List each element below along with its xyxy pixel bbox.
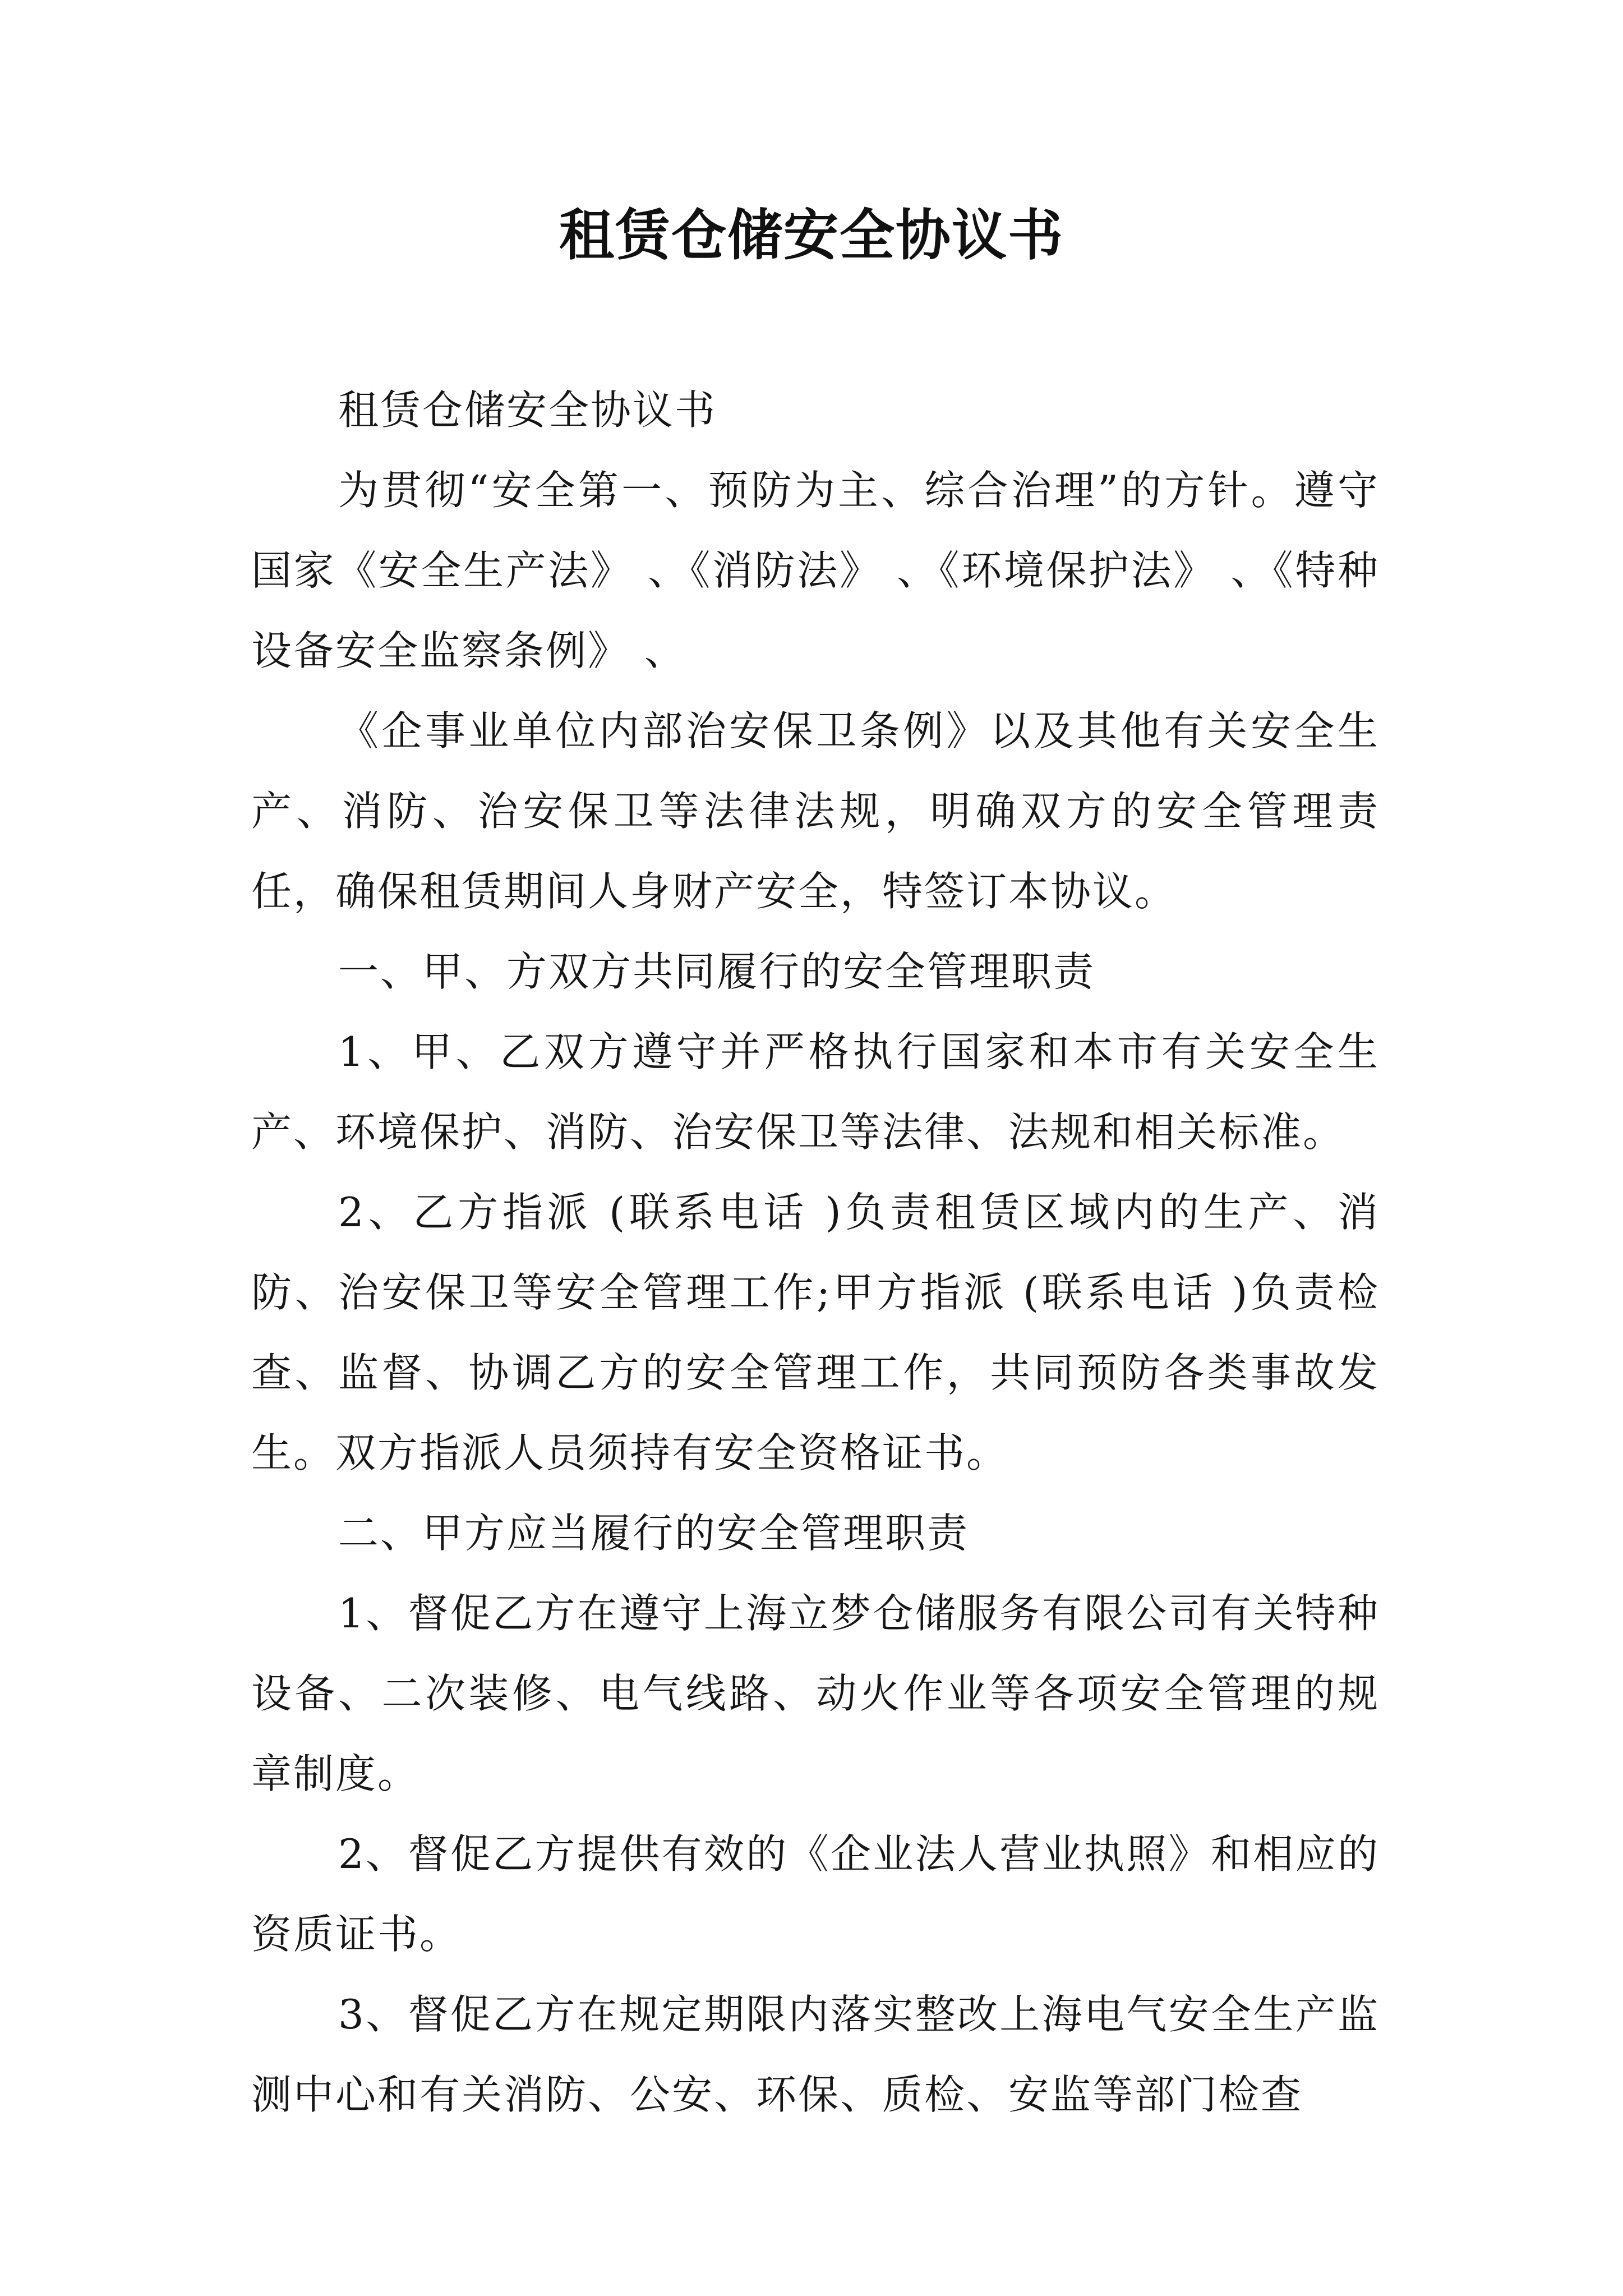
- paragraph-purpose: 为贯彻“安全第一、预防为主、综合治理”的方针。遵守国家《安全生产法》 、《消防法》 、《环境保护法》 、《特种设备安全监察条例》 、: [251, 467, 1380, 674]
- paragraph-laws: 《企事业单位内部治安保卫条例》以及其他有关安全生产、消防、治安保卫等法律法规，明确双方的安全管理责任，确保租赁期间人身财产安全，特签订本协议。: [251, 707, 1380, 915]
- document-body: [251, 370, 1380, 2135]
- clause-1-2: 2、乙方指派 (联系电话 )负责租赁区域内的生产、消防、治安保卫等安全管理工作;甲方指派 (联系电话 )负责检查、监督、协调乙方的安全管理工作，共同预防各类事故发生。双方指派人员须持有安全资格证书。: [251, 1189, 1380, 1476]
- clause-2-1: 1、督促乙方在遵守上海立梦仓储服务有限公司有关特种设备、二次装修、电气线路、动火作业等各项安全管理的规章制度。: [251, 1590, 1380, 1797]
- section-heading-1: 一、甲、方双方共同履行的安全管理职责: [338, 948, 1096, 995]
- section-heading-2: 二、甲方应当履行的安全管理职责: [338, 1510, 970, 1557]
- clause-1-1: 1、甲、乙双方遵守并严格执行国家和本市有关安全生产、环境保护、消防、治安保卫等法律、法规和相关标准。: [251, 1028, 1380, 1156]
- clause-2-2: 2、督促乙方提供有效的《企业法人营业执照》和相应的资质证书。: [251, 1830, 1380, 1958]
- paragraph-heading-repeat: 租赁仓储安全协议书: [338, 386, 717, 434]
- clause-2-3: 3、督促乙方在规定期限内落实整改上海电气安全生产监测中心和有关消防、公安、环保、质检、安监等部门检查: [251, 1991, 1380, 2118]
- document-title: 租赁仓储安全协议书: [559, 203, 1064, 268]
